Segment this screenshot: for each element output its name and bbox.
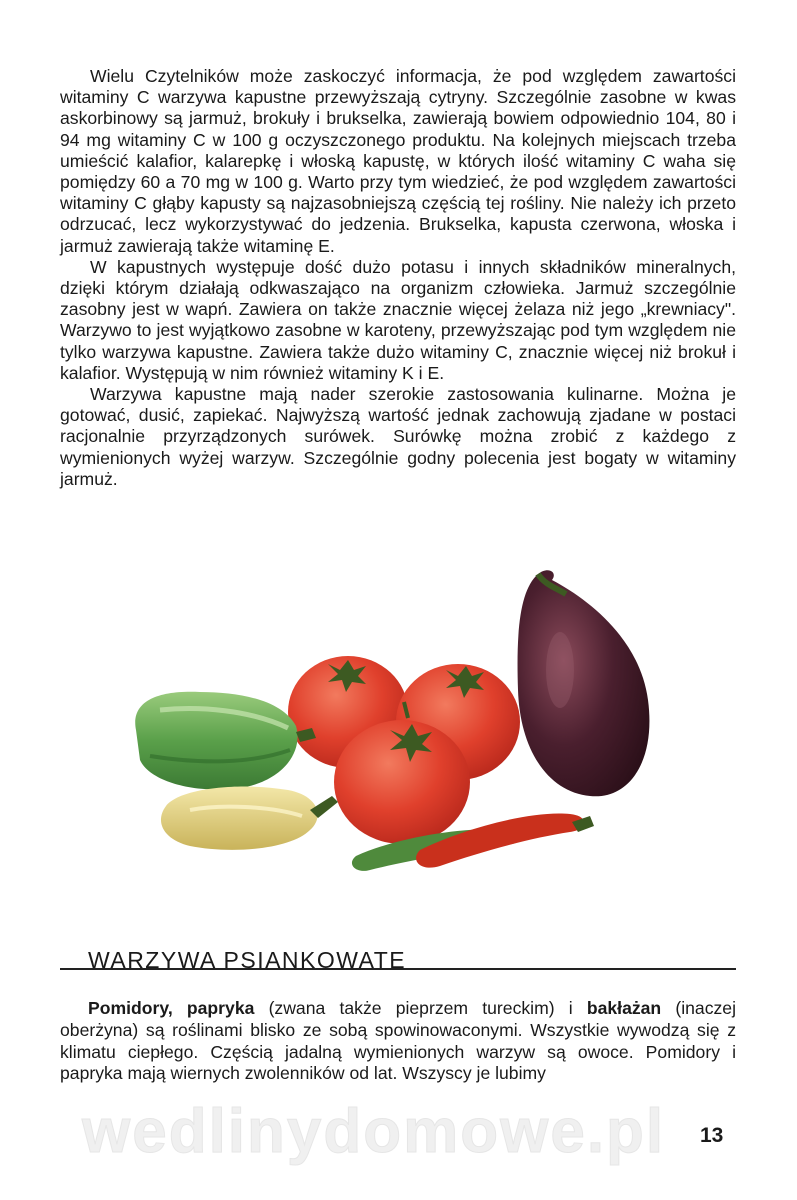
intro-text-1: (zwana także pieprzem tureckim) i — [254, 998, 587, 1018]
vegetables-illustration — [120, 560, 660, 890]
section-title: WARZYWA PSIANKOWATE — [88, 947, 407, 974]
intro-paragraph — [60, 998, 736, 1085]
section-divider — [60, 968, 736, 970]
term-eggplant: bakłażan — [586, 998, 662, 1018]
paragraph-minerals: W kapustnych występuje dość dużo potasu i innych składników mineralnych, dzięki którym działają odkwaszająco na organizm człowieka. Jarmuż szczególnie zasobny jest w wapń. Zawiera on także znacznie więcej żelaza niż jego „krewniacy". Warzywo to jest wyjątkowo zasobne w karoteny, przewyższając pod tym względem nie tylko warzywa kapustne. Zawiera także dużo witaminy C, znacznie więcej niż brokuł i kalafior. Występują w nim również witaminy K i E. — [60, 256, 736, 383]
watermark: wedlinydomowe.pl — [82, 1097, 666, 1166]
page-number: 13 — [700, 1124, 724, 1147]
paragraph-culinary: Warzywa kapustne mają nader szerokie zastosowania kulinarne. Można je gotować, dusić, zapiekać. Najwyższą wartość jednak zachowują zjadane w postaci racjonalnie przyrządzonych surówek. Surówkę można zrobić z każdego z wymienionych wyżej warzyw. Szczególnie godny polecenia jest bogaty w witaminy jarmuż. — [60, 384, 736, 489]
section-intro — [60, 998, 736, 1085]
body-text — [60, 66, 736, 490]
intro-text-2: (inaczej oberżyna) są roślinami blisko ze sobą spowinowaconymi. Wszystkie wywodzą się z klimatu ciepłego. Częścią jadalną wymienionych warzyw są owoce. Pomidory i papryka mają wiernych zwolenników od lat. Wszyscy je lubimy — [60, 998, 736, 1084]
yellow-pepper — [161, 787, 338, 850]
term-tomatoes-pepper: Pomidory, papryka — [88, 998, 255, 1018]
paragraph-vitamin-c: Wielu Czytelników może zaskoczyć informacja, że pod względem zawartości witaminy C warzywa kapustne przewyższają cytryny. Szczególnie zasobne w kwas askorbinowy są jarmuż, brokuły i brukselka, zawierają bowiem odpowiednio 104, 80 i 94 mg witaminy C w 100 g oczyszczonego produktu. Na kolejnych miejscach trzeba umieścić kalafior, kalarepkę i włoską kapustę, w których ilość witaminy C waha się pomiędzy 60 a 70 mg w 100 g. Warto przy tym wiedzieć, że pod względem zawartości witaminy C głąby kapusty są najzasobniejszą częścią tej rośliny. Nie należy ich przeto odrzucać, lecz wykorzystywać do jedzenia. Brukselka, kapusta czerwona, włoska i jarmuż zawierają także witaminę E. — [60, 66, 736, 256]
eggplant — [518, 570, 650, 796]
